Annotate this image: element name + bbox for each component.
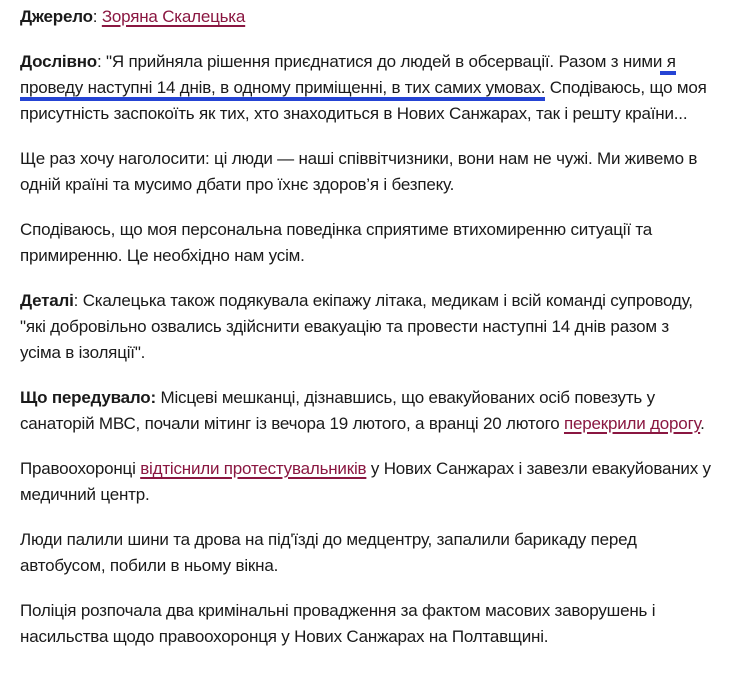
background-text-after: . [700,414,705,433]
police-text-before: Правоохоронці [20,459,141,478]
source-link[interactable]: Зоряна Скалецька [101,7,246,26]
source-line [20,4,713,30]
blocked-road-link[interactable]: перекрили дорогу [563,414,701,433]
source-label: Джерело [20,7,93,26]
source-separator: : [92,7,102,26]
police-text-after: у Нових Санжарах і завезли евакуйованих у медичний центр. [20,459,711,504]
paragraph-text: Ще раз хочу наголосити: ці люди — наші співвітчизники, вони нам не чужі. Ми живемо в одній країні та мусимо дбати про їхнє здоров’я і безпеку. [20,149,698,194]
paragraph-text: Люди палили шини та дрова на під'їзді до медцентру, запалили барикаду перед автобусом, побили в ньому вікна. [20,530,637,575]
paragraph-background [20,385,713,437]
verbatim-text-after: Сподіваюсь, що моя присутність заспокоїть як тих, хто знаходиться в Нових Санжарах, так і решту країни... [20,78,707,123]
background-text-before: Місцеві мешканці, дізнавшись, що евакуйованих осіб повезуть у санаторій МВС, почали мітинг із вечора 19 лютого, а вранці 20 лютого [20,388,655,433]
background-label: Що передувало: [20,388,156,407]
paragraph-criminal [20,598,713,650]
verbatim-text-before: "Я прийняла рішення приєднатися до людей в обсервації. Разом з ними [106,52,667,71]
paragraph-emphasis-1 [20,146,713,198]
paragraph-fires [20,527,713,579]
details-label: Деталі [20,291,74,310]
pushed-back-protesters-link[interactable]: відтіснили протестувальників [140,459,367,478]
verbatim-separator: : [96,52,107,71]
details-text: Скалецька також подякувала екіпажу літака, медикам і всій команді супроводу, "які добровільно озвались здійснити евакуацію та провести наступні 14 днів разом з усіма в ізоляції". [20,291,693,362]
paragraph-emphasis-2 [20,217,713,269]
paragraph-verbatim [20,49,713,127]
paragraph-details [20,288,713,366]
details-separator: : [73,291,83,310]
verbatim-label: Дослівно [20,52,97,71]
paragraph-text: Сподіваюсь, що моя персональна поведінка сприятиме втихомиренню ситуації та примиренню. Це необхідно нам усім. [20,220,653,265]
paragraph-police [20,456,713,508]
annotation-underlined-text: я проведу наступні 14 днів, в одному приміщенні, в тих самих умовах. [20,52,676,101]
paragraph-text: Поліція розпочала два кримінальні провадження за фактом масових заворушень і насильства щодо правоохоронця у Нових Санжарах на Полтавщині. [20,601,656,646]
